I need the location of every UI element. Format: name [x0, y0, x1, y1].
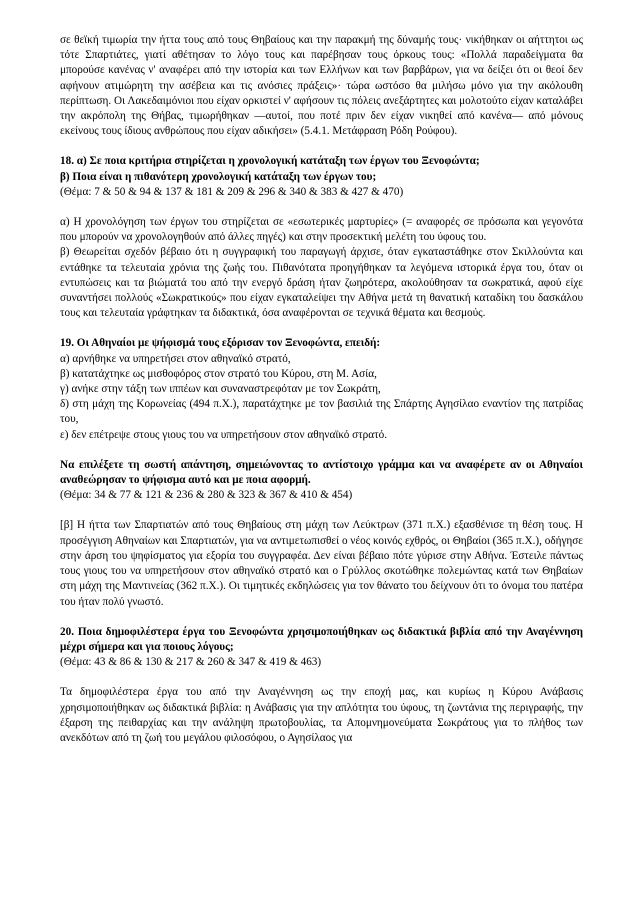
q20-title: 20. Ποια δημοφιλέστερα έργα του Ξενοφώντα χρησιμοποιήθηκαν ως διδακτικά βιβλία από την Αναγέννηση μέχρι σήμερα και για ποιους λόγους; — [60, 625, 583, 653]
q19-option-a: α) αρνήθηκε να υπηρετήσει στον αθηναϊκό στρατό, — [60, 352, 291, 365]
paragraph-gap — [60, 321, 583, 336]
intro-paragraph: σε θεϊκή τιμωρία την ήττα τους από τους Θηβαίους και την παρακμή της δύναμής τους· νικήθηκαν οι αήττητοι ως τότε Σπαρτιάτες, γιατί αθέτησαν το λόγο τους και παρέβησαν τους όρκους τους: «Πολλά παραδείγματα θα μπορούσε κανένας ν' αναφέρει από την ιστορία και των Ελλήνων και των βαρβάρων, για να δείξει ότι οι θεοί δεν αφήνουν ατιμώρητη την ασέβεια και τις ανόσιες πράξεις»· τώρα ωστόσο θα μιλήσω μόνο για την ακόλουθη περίπτωση. Οι Λακεδαιμόνιοι που είχαν ορκιστεί ν' αφήσουν τις πόλεις ανεξάρτητες και μολοτούτο είχαν καταλάβει την ακρόπολη της Θήβας, τιμωρήθηκαν —αυτοί, που ποτέ πριν δεν είχαν νικηθεί από κανένα— από μόνους εκείνους τους ίδιους ανθρώπους που είχαν αδικήσει» (5.4.1. Μετάφραση Ρόδη Ρούφου). — [60, 34, 583, 138]
q19-option-b: β) κατατάχτηκε ως μισθοφόρος στον στρατό του Κύρου, στη Μ. Ασία, — [60, 367, 377, 380]
q20-answer: Τα δημοφιλέστερα έργα του από την Αναγέννηση ως την εποχή μας, και κυρίως η Κύρου Ανάβασις χρησιμοποιήθηκαν ως διδακτικά βιβλία: η Ανάβασις για την απλότητα του ύφους, τη ζωντάνια της περιγραφής, την έξαρση της πειθαρχίας και την ανάληψη πρωτοβουλίας, τα Απομνημονεύματα Σωκράτους για το πλήθος των ανεκδότων από τη ζωή του μεγάλου φιλοσόφου, ο Αγησίλαος για — [60, 686, 583, 744]
q19-option-e: ε) δεν επέτρεψε στους γιους του να υπηρετήσουν στον αθηναϊκό στρατό. — [60, 428, 388, 441]
paragraph-gap — [60, 200, 583, 215]
paragraph-gap — [60, 139, 583, 154]
q20-themes: (Θέμα: 43 & 86 & 130 & 217 & 260 & 347 & 419 & 463) — [60, 656, 322, 669]
q18-themes: (Θέμα: 7 & 50 & 94 & 137 & 181 & 209 & 296 & 340 & 383 & 427 & 470) — [60, 185, 404, 198]
page-content — [60, 33, 583, 746]
q18-answer-b: β) Θεωρείται σχεδόν βέβαιο ότι η συγγραφική του παραγωγή άρχισε, όταν εγκαταστάθηκε στον Σκιλλούντα και εντάθηκε τα τελευταία χρόνια της ζωής του. Πιθανότατα προηγήθηκαν τα λεγόμενα ιστορικά έργα του, όταν οι εντυπώσεις και τα βιώματά του από την ενεργό δράση ήταν ζωηρότερα, ακολούθησαν τα σωκρατικά, αφού είχε συναντήσει πολλούς «Σωκρατικούς» που είχαν εγκαταλείψει την Αθήνα μετά τη θανατική καταδίκη του δασκάλου τους και τελευταία γράφτηκαν τα διδακτικά, όσα αναφέρονται σε τεχνικά θέματα και θεσμούς. — [60, 246, 583, 320]
q19-instruction: Να επιλέξετε τη σωστή απάντηση, σημειώνοντας το αντίστοιχο γράμμα και να αναφέρετε αν οι Αθηναίοι αναθεώρησαν το ψήφισμα αυτό και με ποια αφορμή. — [60, 458, 583, 487]
q18-answer-a: α) Η χρονολόγηση των έργων του στηρίζεται σε «εσωτερικές μαρτυρίες» (= αναφορές σε πρόσωπα και γεγονότα που μπορούν να χρονολογηθούν από άλλες πηγές) και στην προσεκτική μελέτη του ύφους του. — [60, 216, 583, 244]
q19-title: 19. Οι Αθηναίοι με ψήφισμά τους εξόρισαν τον Ξενοφώντα, επειδή: — [60, 337, 381, 350]
q18-title-a: 18. α) Σε ποια κριτήρια στηρίζεται η χρονολογική κατάταξη των έργων του Ξενοφώντα; — [60, 155, 480, 168]
paragraph-gap — [60, 503, 583, 518]
q19-option-c: γ) ανήκε στην τάξη των ιππέων και συναναστρεφόταν με τον Σωκράτη, — [60, 383, 381, 396]
q18-title-b: β) Ποια είναι η πιθανότερη χρονολογική κατάταξη των έργων του; — [60, 170, 377, 183]
q19-themes: (Θέμα: 34 & 77 & 121 & 236 & 280 & 323 & 367 & 410 & 454) — [60, 489, 353, 502]
paragraph-gap — [60, 610, 583, 625]
paragraph-gap — [60, 443, 583, 458]
q19-option-d: δ) στη μάχη της Κορωνείας (494 π.Χ.), παρατάχτηκε με τον βασιλιά της Σπάρτης Αγησίλαο εναντίον της πατρίδας του, — [60, 398, 583, 426]
paragraph-gap — [60, 670, 583, 685]
q19-answer: [β] Η ήττα των Σπαρτιατών από τους Θηβαίους στη μάχη των Λεύκτρων (371 π.Χ.) εξασθένισε τη θέση τους. Η προσέγγιση Αθηναίων και Σπαρτιατών, για να αντιμετωπισθεί ο νέος κοινός εχθρός, οι Θηβαίοι (365 π.Χ.), οδήγησε στην άρση του ψηφίσματος για εξορία του συγγραφέα. Δεν είναι βέβαιο πότε γύρισε στην Αθήνα. Έστειλε πάντως τους γιους του να υπηρετήσουν στον αθηναϊκό στρατό και ο Γρύλλος σκοτώθηκε πολεμώντας κατά των Θηβαίων στη μάχη της Μαντινείας (362 π.Χ.). Οι τιμητικές εκδηλώσεις για τον θάνατο του δείχνουν ότι το όνομα του πατέρα του ήταν πολύ γνωστό. — [60, 519, 583, 608]
